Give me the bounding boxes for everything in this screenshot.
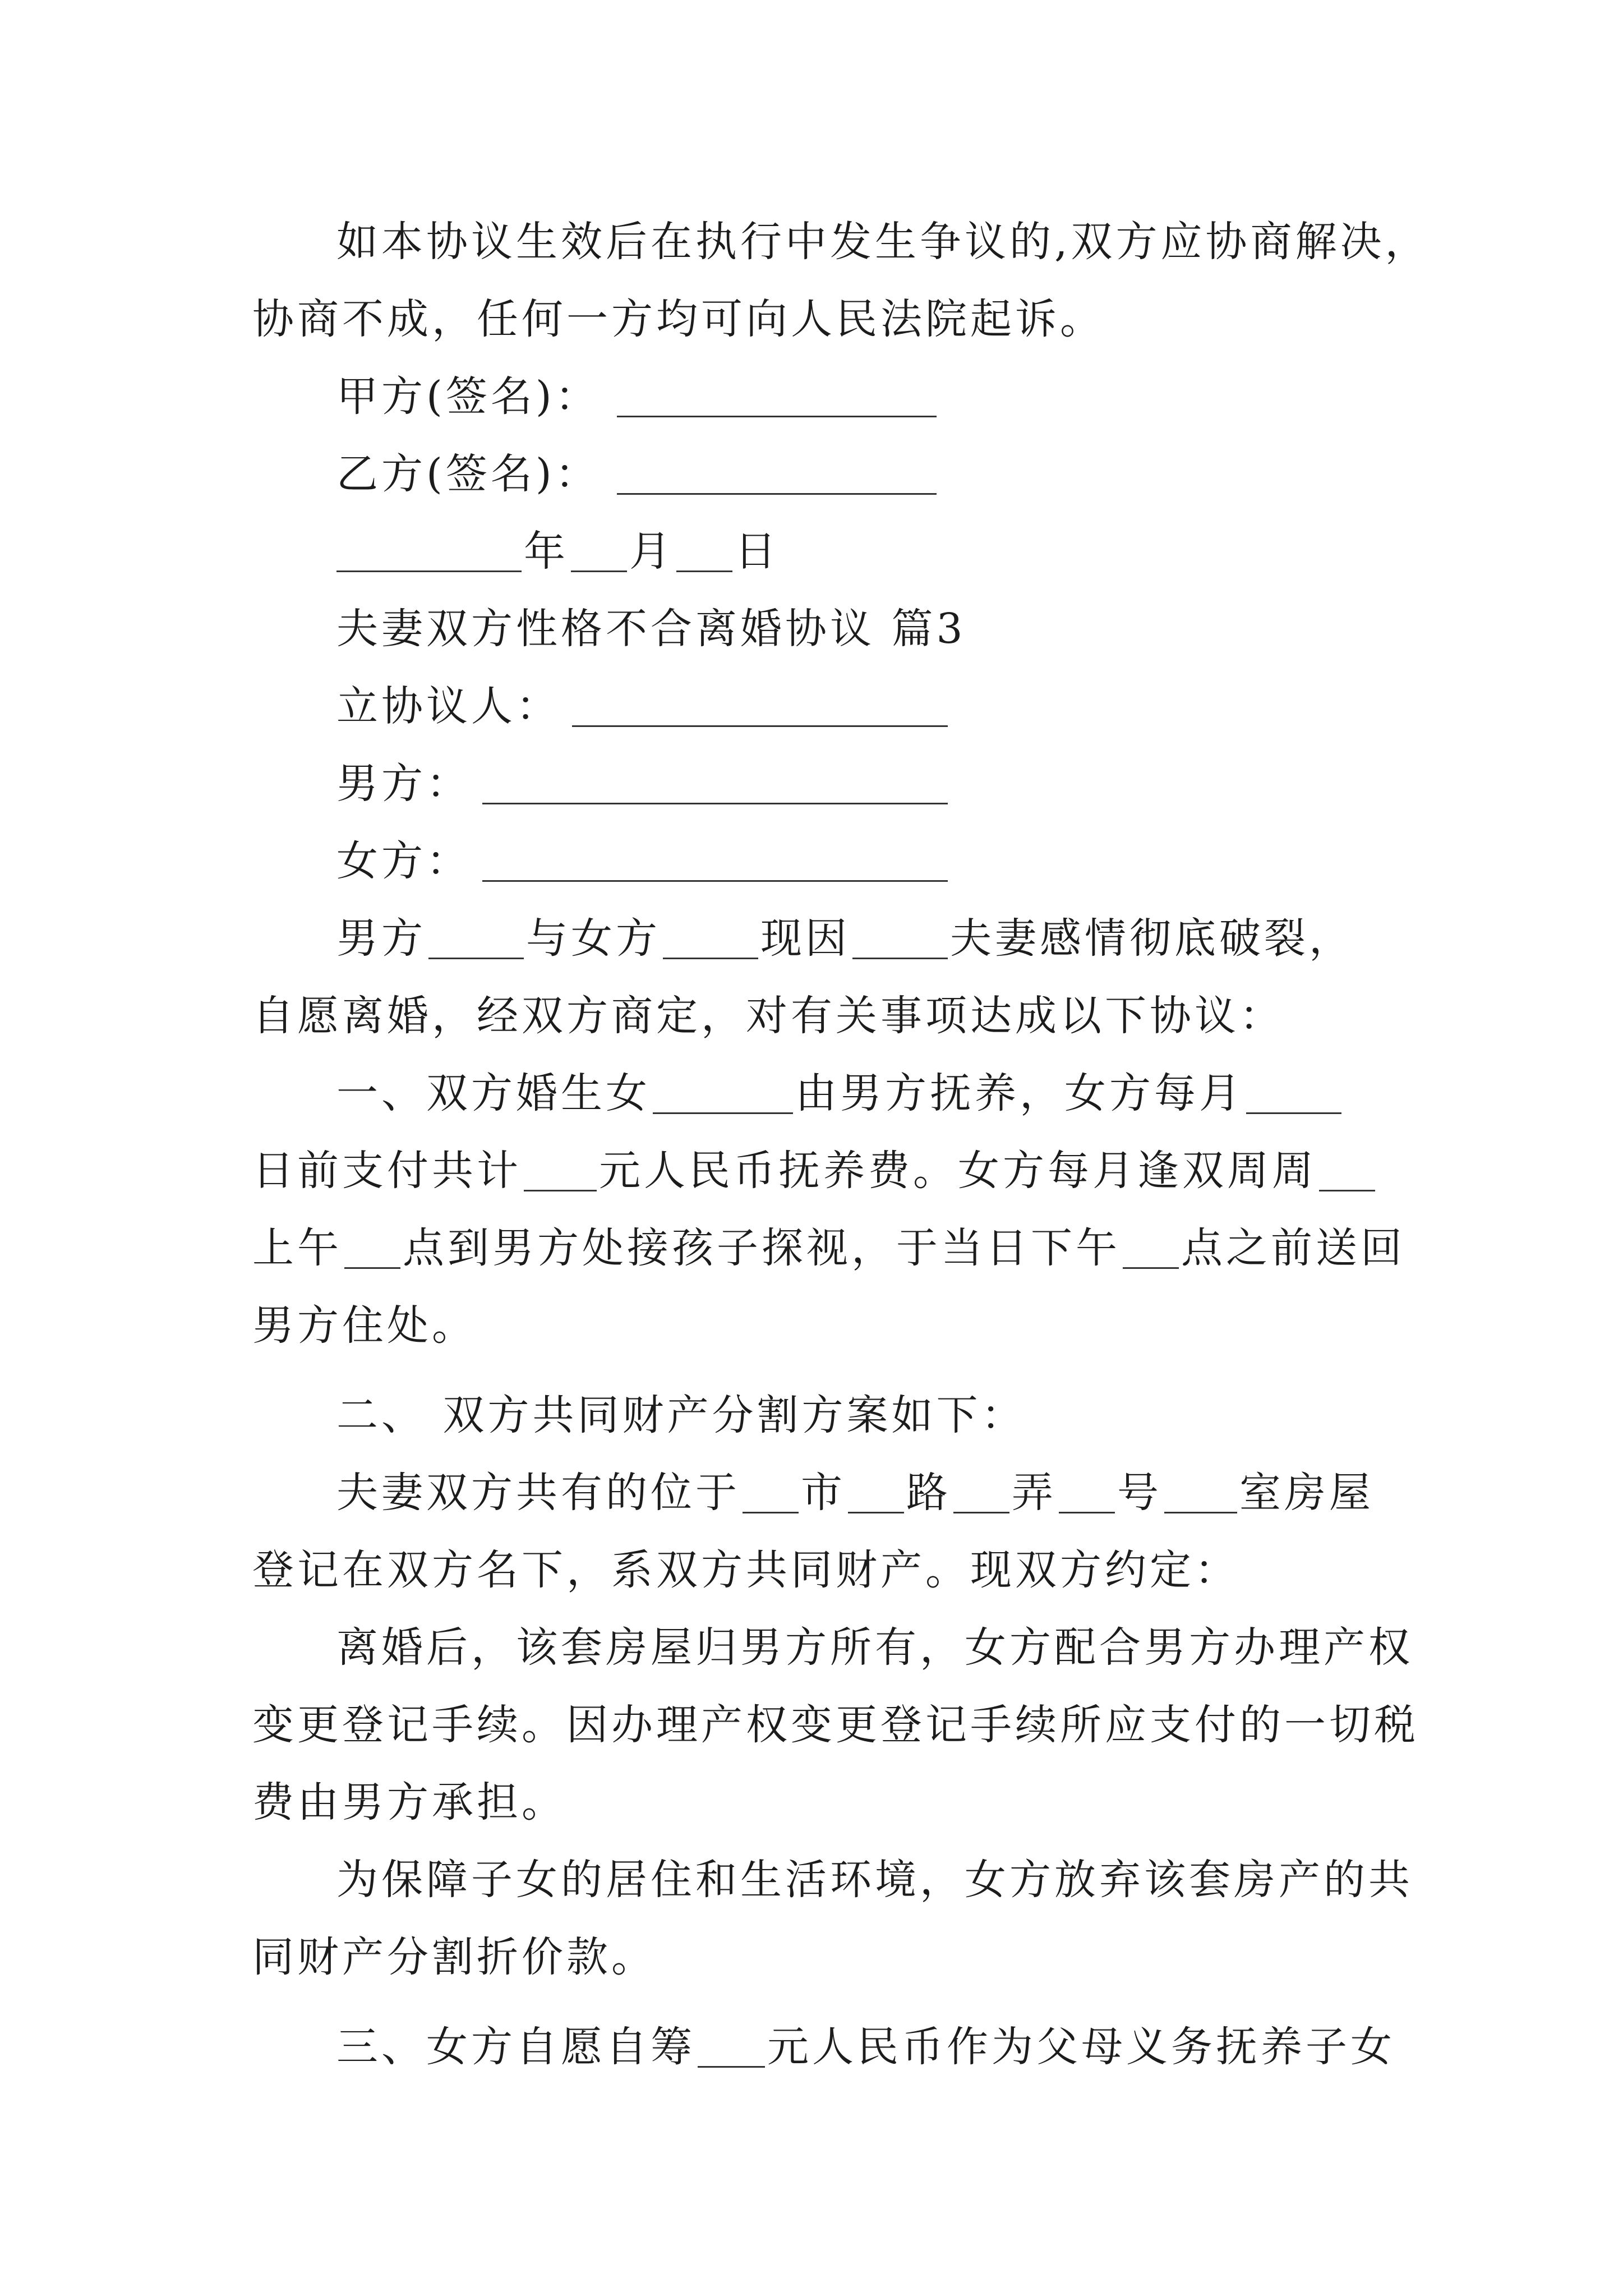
party-a-signature-blank[interactable] [617, 415, 937, 417]
paragraph-divorce-line1 [252, 900, 1458, 977]
clause2-para3-line2 [252, 1918, 1458, 1996]
party-a-label: 甲方(签名)： [336, 372, 600, 421]
clause1-line3 [252, 1209, 1458, 1287]
text: 协商不成，任何一方均可向人民法院起诉。 [252, 295, 1105, 343]
text: 费由男方承担。 [252, 1778, 566, 1826]
document-body [252, 203, 1458, 2086]
weekday-blank[interactable] [1319, 1189, 1375, 1191]
reason-blank[interactable] [852, 957, 948, 959]
text: 室房屋 [1239, 1469, 1374, 1517]
pay-day-blank[interactable] [1246, 1112, 1341, 1114]
text: 三、女方自愿自筹 [336, 2023, 695, 2071]
party-b-signature-row [252, 435, 1458, 513]
text: 与女方 [526, 914, 661, 963]
text: 号 [1117, 1469, 1162, 1517]
text: 由男方抚养，女方每月 [795, 1069, 1244, 1117]
male-blank[interactable] [482, 802, 948, 804]
daughter-name-blank[interactable] [653, 1112, 793, 1114]
signer-label: 立协议人： [336, 682, 561, 730]
return-hour-blank[interactable] [1123, 1267, 1179, 1269]
paragraph-dispute-line1 [252, 203, 1458, 280]
signer-blank[interactable] [572, 725, 948, 727]
text: 现因 [760, 914, 850, 963]
text: 路 [906, 1469, 951, 1517]
text: 同财产分割折价款。 [252, 1933, 656, 1981]
male-label: 男方： [336, 760, 471, 808]
road-blank[interactable] [848, 1511, 904, 1513]
text: 夫妻双方共有的位于 [336, 1469, 740, 1517]
male-name-blank[interactable] [428, 957, 524, 959]
clause2-para2-line1 [252, 1609, 1458, 1686]
text: 元人民币作为父母义务抚养子女 [767, 2023, 1395, 2071]
clause3-line1 [252, 2008, 1458, 2086]
self-funded-amount-blank[interactable] [698, 2065, 765, 2068]
paragraph-dispute-line2 [252, 280, 1458, 358]
female-label: 女方： [336, 837, 471, 885]
date-row [252, 513, 1458, 590]
clause2-para2-line2 [252, 1686, 1458, 1764]
clause1-line4 [252, 1287, 1458, 1364]
text: 一、双方婚生女 [336, 1069, 651, 1117]
text: 变更登记手续。因办理产权变更登记手续所应支付的一切税 [252, 1701, 1419, 1749]
text: 男方住处。 [252, 1301, 477, 1350]
text: 点到男方处接孩子探视，于当日下午 [403, 1224, 1121, 1272]
clause1-line2 [252, 1132, 1458, 1209]
month-blank[interactable] [571, 570, 627, 572]
text: 夫妻感情彻底破裂， [950, 914, 1354, 963]
text: 为保障子女的居住和生活环境，女方放弃该套房产的共 [336, 1856, 1413, 1904]
text: 市 [801, 1469, 846, 1517]
text: 元人民币抚养费。女方每月逢双周周 [599, 1147, 1317, 1195]
amount-blank[interactable] [524, 1189, 597, 1191]
text: 日前支付共计 [252, 1147, 522, 1195]
text: 弄 [1012, 1469, 1057, 1517]
day-label: 日 [735, 527, 780, 576]
text: 离婚后，该套房屋归男方所有，女方配合男方办理产权 [336, 1623, 1413, 1672]
female-blank[interactable] [482, 880, 948, 882]
text: 自愿离婚，经双方商定，对有关事项达成以下协议： [252, 992, 1284, 1040]
month-label: 月 [629, 527, 674, 576]
section-title [252, 590, 1458, 668]
lane-blank[interactable] [953, 1511, 1009, 1513]
clause2-line2 [252, 1531, 1458, 1609]
room-blank[interactable] [1164, 1511, 1237, 1513]
text: 如本协议生效后在执行中发生争议的,双方应协商解决， [336, 218, 1430, 266]
clause2-title [252, 1377, 1458, 1454]
clause2-para3-line1 [252, 1841, 1458, 1918]
city-blank[interactable] [743, 1511, 799, 1513]
clause2-line1 [252, 1454, 1458, 1531]
signer-row [252, 668, 1458, 745]
year-blank[interactable] [336, 570, 522, 572]
year-label: 年 [524, 527, 569, 576]
party-b-signature-blank[interactable] [617, 493, 937, 495]
party-b-label: 乙方(签名)： [336, 450, 600, 498]
text: 上午 [252, 1224, 342, 1272]
female-name-blank[interactable] [663, 957, 758, 959]
pickup-hour-blank[interactable] [344, 1267, 400, 1269]
female-row [252, 822, 1458, 900]
day-blank[interactable] [676, 570, 732, 572]
party-a-signature-row [252, 358, 1458, 435]
text: 男方 [336, 914, 426, 963]
number-blank[interactable] [1059, 1511, 1115, 1513]
text: 二、 双方共同财产分割方案如下： [336, 1391, 1026, 1439]
paragraph-divorce-line2 [252, 977, 1458, 1055]
clause2-para2-line3 [252, 1764, 1458, 1841]
male-row [252, 745, 1458, 822]
section-title-text: 夫妻双方性格不合离婚协议 篇3 [336, 605, 966, 653]
text: 登记在双方名下，系双方共同财产。现双方约定： [252, 1546, 1239, 1594]
clause1-line1 [252, 1055, 1458, 1132]
text: 点之前送回 [1181, 1224, 1405, 1272]
